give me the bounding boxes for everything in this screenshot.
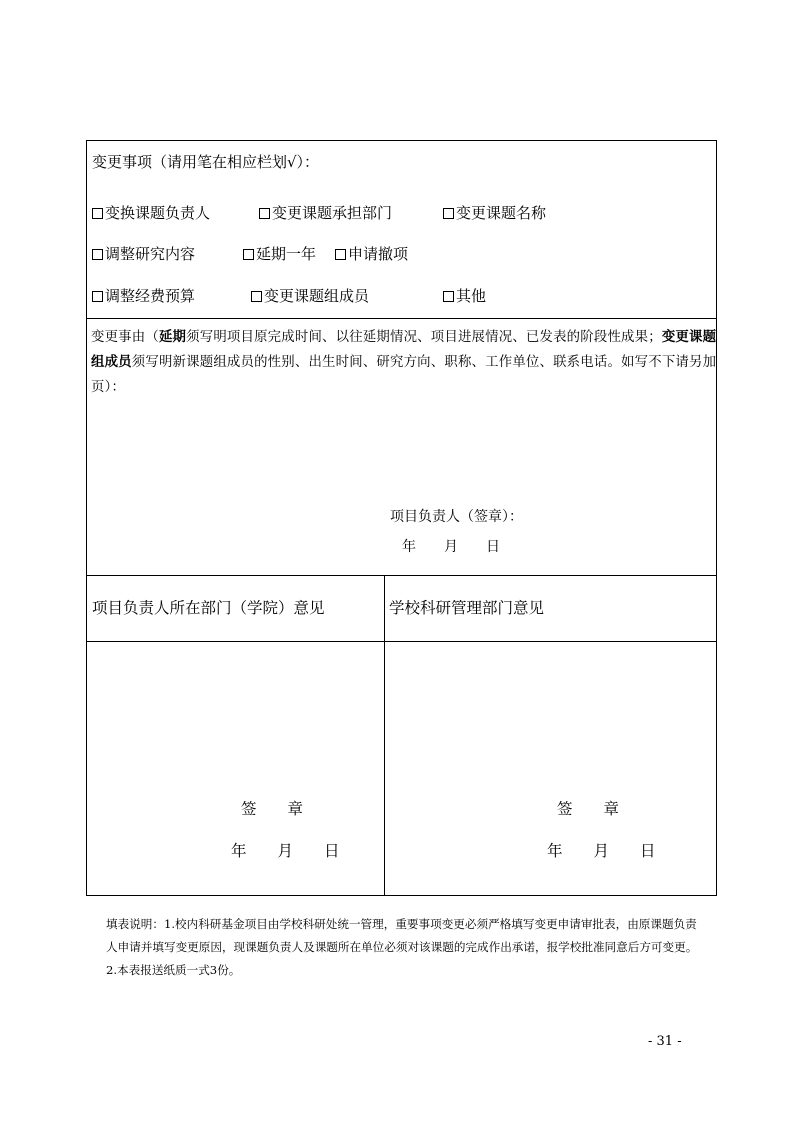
checkbox-icon[interactable] xyxy=(92,208,103,219)
school-sign-label: 签 章 xyxy=(557,800,620,818)
reason-input-area[interactable] xyxy=(92,402,712,502)
leader-date: 年 月 日 xyxy=(402,539,500,555)
table-border-top xyxy=(86,140,717,141)
dept-sign-label: 签 章 xyxy=(241,800,304,818)
school-opinion-title: 学校科研管理部门意见 xyxy=(389,599,545,617)
checkbox-icon[interactable] xyxy=(335,249,346,260)
checkbox-icon[interactable] xyxy=(243,249,254,260)
change-reason-text: 变更事由（延期须写明项目原完成时间、以往延期情况、项目进展情况、已发表的阶段性成果；变更课题组成员须写明新课题组成员的性别、出生时间、研究方向、职称、工作单位、联系电话。如写不下请另加页）： xyxy=(91,329,717,395)
dept-opinion-input[interactable] xyxy=(92,648,378,788)
option-withdraw[interactable]: 申请撤项 xyxy=(335,247,408,262)
checkbox-icon[interactable] xyxy=(443,208,454,219)
option-adjust-content[interactable]: 调整研究内容 xyxy=(92,247,195,262)
option-change-leader[interactable]: 变换课题负责人 xyxy=(92,206,210,221)
option-change-members[interactable]: 变更课题组成员 xyxy=(251,289,369,304)
checkbox-icon[interactable] xyxy=(92,249,103,260)
checkbox-icon[interactable] xyxy=(443,291,454,302)
row-divider-2 xyxy=(86,575,717,576)
row-divider-3 xyxy=(86,641,717,642)
dept-date-label: 年 月 日 xyxy=(231,842,340,860)
footer-note: 填表说明：1.校内科研基金项目由学校科研处统一管理，重要事项变更必须严格填写变更申请审批表，由原课题负责人申请并填写变更原因，现课题负责人及课题所在单位必须对该课题的完成作出承诺，报学校批准同意后方可变更。2.本表报送纸质一式3份。 xyxy=(106,917,698,977)
row-divider-1 xyxy=(86,318,717,319)
checkbox-icon[interactable] xyxy=(259,208,270,219)
leader-signature-label: 项目负责人（签章）： xyxy=(390,509,523,525)
table-border-left xyxy=(86,140,87,896)
change-items-title: 变更事项（请用笔在相应栏划√）： xyxy=(92,153,320,171)
checkbox-icon[interactable] xyxy=(92,291,103,302)
option-extend-one-year[interactable]: 延期一年 xyxy=(243,247,316,262)
dept-opinion-title: 项目负责人所在部门（学院）意见 xyxy=(92,599,325,617)
option-change-title[interactable]: 变更课题名称 xyxy=(443,206,546,221)
school-opinion-input[interactable] xyxy=(390,648,710,788)
option-change-dept[interactable]: 变更课题承担部门 xyxy=(259,206,392,221)
option-adjust-budget[interactable]: 调整经费预算 xyxy=(92,289,195,304)
page-number: - 31 - xyxy=(648,1034,682,1049)
checkbox-icon[interactable] xyxy=(251,291,262,302)
table-border-bottom xyxy=(86,895,717,896)
option-other[interactable]: 其他 xyxy=(443,289,486,304)
column-divider xyxy=(384,575,385,896)
table-border-right xyxy=(716,140,717,896)
school-date-label: 年 月 日 xyxy=(547,842,656,860)
